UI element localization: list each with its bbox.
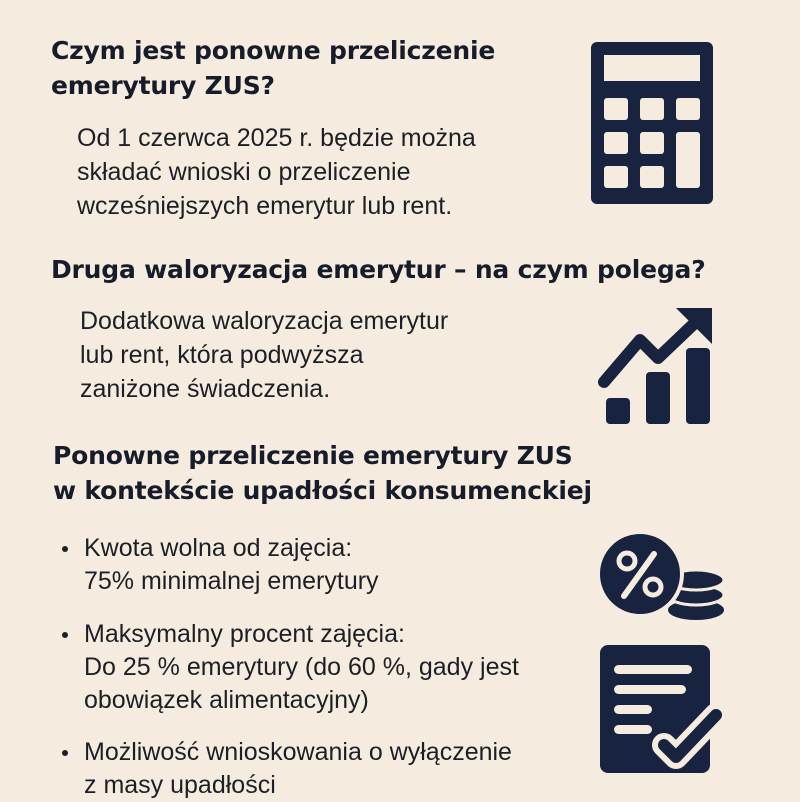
list-item — [58, 618, 519, 717]
bullet-line: 75% minimalnej emerytury — [84, 567, 379, 595]
section-title-recalculation — [51, 33, 495, 103]
bullet-line: z masy upadłości — [84, 771, 276, 799]
title-line: Ponowne przeliczenie emerytury ZUS — [53, 441, 573, 470]
bullet-line: Kwota wolna od zajęcia: — [84, 534, 353, 562]
section-title-indexation — [51, 252, 706, 287]
body-line: Dodatkowa waloryzacja emerytur — [80, 307, 449, 335]
body-line: składać wnioski o przeliczenie — [77, 158, 411, 186]
title-line: Czym jest ponowne przeliczenie — [51, 36, 496, 65]
list-item — [58, 736, 519, 802]
title-line: w kontekście upadłości konsumenckiej — [53, 476, 592, 505]
bullet-line: Maksymalny procent zajęcia: — [84, 620, 405, 648]
document-check-icon — [598, 645, 728, 777]
title-line: Druga waloryzacja emerytur – na czym polega? — [51, 255, 706, 284]
bullet-line: obowiązek alimentacyjny) — [84, 686, 369, 714]
body-line: zaniżone świadczenia. — [80, 375, 331, 403]
growth-chart-icon — [596, 306, 718, 426]
section-body-recalculation — [77, 121, 476, 223]
body-line: lub rent, która podwyższa — [80, 341, 364, 369]
percent-coins-icon — [596, 530, 731, 622]
list-item — [58, 532, 519, 598]
bullet-dot-icon — [62, 632, 68, 638]
section-body-indexation — [80, 304, 448, 406]
body-line: Od 1 czerwca 2025 r. będzie można — [77, 124, 476, 152]
bullet-dot-icon — [62, 546, 68, 552]
title-line: emerytury ZUS? — [51, 71, 275, 100]
bullet-line: Do 25 % emerytury (do 60 %, gady jest — [84, 653, 519, 681]
bullet-list — [58, 532, 519, 802]
section-title-bankruptcy — [53, 438, 592, 508]
calculator-icon — [591, 42, 713, 204]
bullet-dot-icon — [62, 750, 68, 756]
bullet-line: Możliwość wnioskowania o wyłączenie — [84, 738, 512, 766]
body-line: wcześniejszych emerytur lub rent. — [77, 192, 453, 220]
